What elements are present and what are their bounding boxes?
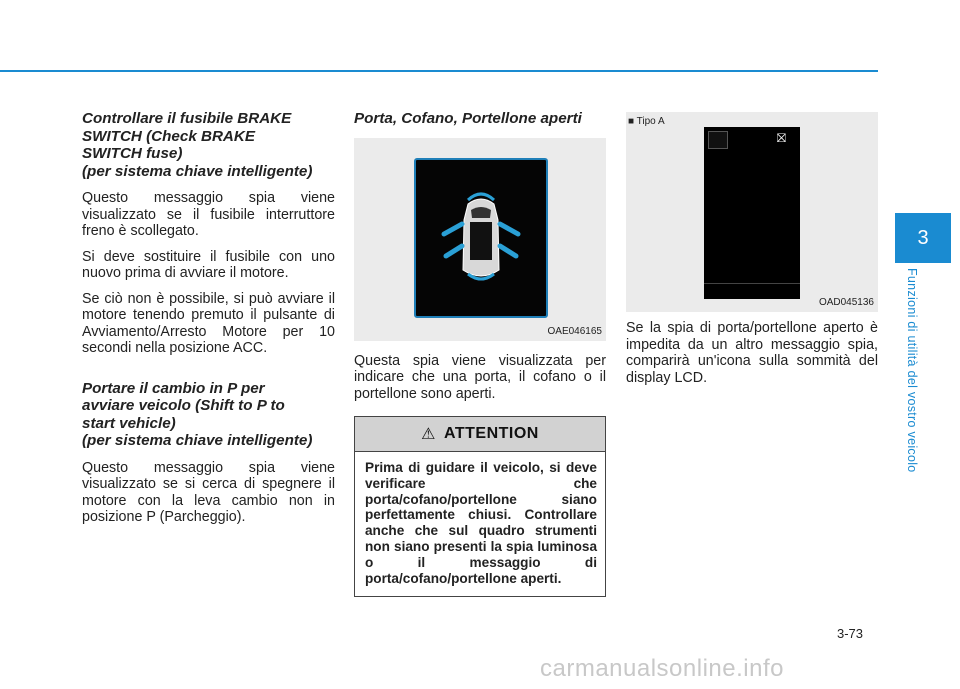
figure-label: ■ Tipo A — [628, 116, 665, 127]
chapter-title: Funzioni di utilità del vostro veicolo — [905, 268, 919, 473]
lcd-square-icon — [708, 131, 728, 149]
column-middle — [354, 110, 606, 597]
section-title-brake-switch — [82, 110, 335, 180]
page-number: 3-73 — [837, 626, 864, 641]
attention-box — [354, 416, 606, 597]
title-line: (per sistema chiave intelligente) — [82, 162, 313, 180]
column-right — [626, 110, 878, 395]
title-line: SWITCH fuse) — [82, 145, 183, 162]
chapter-tab: 3 — [895, 213, 951, 263]
attention-heading: ATTENTION — [443, 425, 539, 442]
attention-header — [355, 417, 605, 452]
title-line: avviare veicolo (Shift to P to — [82, 397, 285, 414]
paragraph: Se la spia di porta/portellone aperto è impedita da un altro messaggio spia, comparirà un'icona sulla sommità del display LCD. — [626, 320, 878, 386]
door-open-display — [414, 158, 548, 318]
watermark: carmanualsonline.info — [540, 655, 784, 682]
paragraph: Questo messaggio spia viene visualizzato se il fusibile interruttore freno è scollegato. — [82, 190, 335, 239]
title-line: SWITCH (Check BRAKE — [82, 127, 255, 145]
figure-code: OAD045136 — [818, 297, 874, 308]
figure-code: OAE046165 — [547, 325, 602, 337]
lcd-figure — [626, 112, 878, 312]
paragraph: Questo messaggio spia viene visualizzato se si cerca di spegnere il motore con la leva cambio non in posizione P (Parcheggio). — [82, 459, 335, 525]
attention-text: Prima di guidare il veicolo, si deve verificare che porta/cofano/portellone siano perfettamente chiusi. Controllare anche che sul quadro strumenti non siano presenti la spia luminosa o il messaggio di porta/cofano/portellone aperti. — [365, 460, 597, 586]
lcd-display — [704, 127, 800, 299]
title-line: (per sistema chiave intelligente) — [82, 432, 313, 449]
door-open-small-icon: ⛝ — [776, 131, 786, 145]
paragraph: Si deve sostituire il fusibile con uno nuovo prima di avviare il motore. — [82, 248, 335, 281]
door-open-figure — [354, 138, 606, 341]
section-title-door-open: Porta, Cofano, Portellone aperti — [354, 110, 582, 127]
column-left — [82, 110, 335, 535]
title-line: start vehicle) — [82, 414, 176, 432]
title-line: Portare il cambio in P per — [82, 379, 265, 397]
warning-triangle-icon: ⚠ — [421, 426, 436, 443]
paragraph: Se ciò non è possibile, si può avviare il motore tenendo premuto il pulsante di Avviamento/Arresto Motore per 10 secondi nella posizione ACC. — [82, 290, 335, 356]
paragraph: Questa spia viene visualizzata per indicare che una porta, il cofano o il portellone sono aperti. — [354, 352, 606, 402]
section-title-shift-to-p — [82, 380, 335, 450]
header-rule — [0, 70, 878, 72]
car-doors-open-icon — [416, 160, 546, 316]
title-line: Controllare il fusibile BRAKE — [82, 110, 292, 127]
